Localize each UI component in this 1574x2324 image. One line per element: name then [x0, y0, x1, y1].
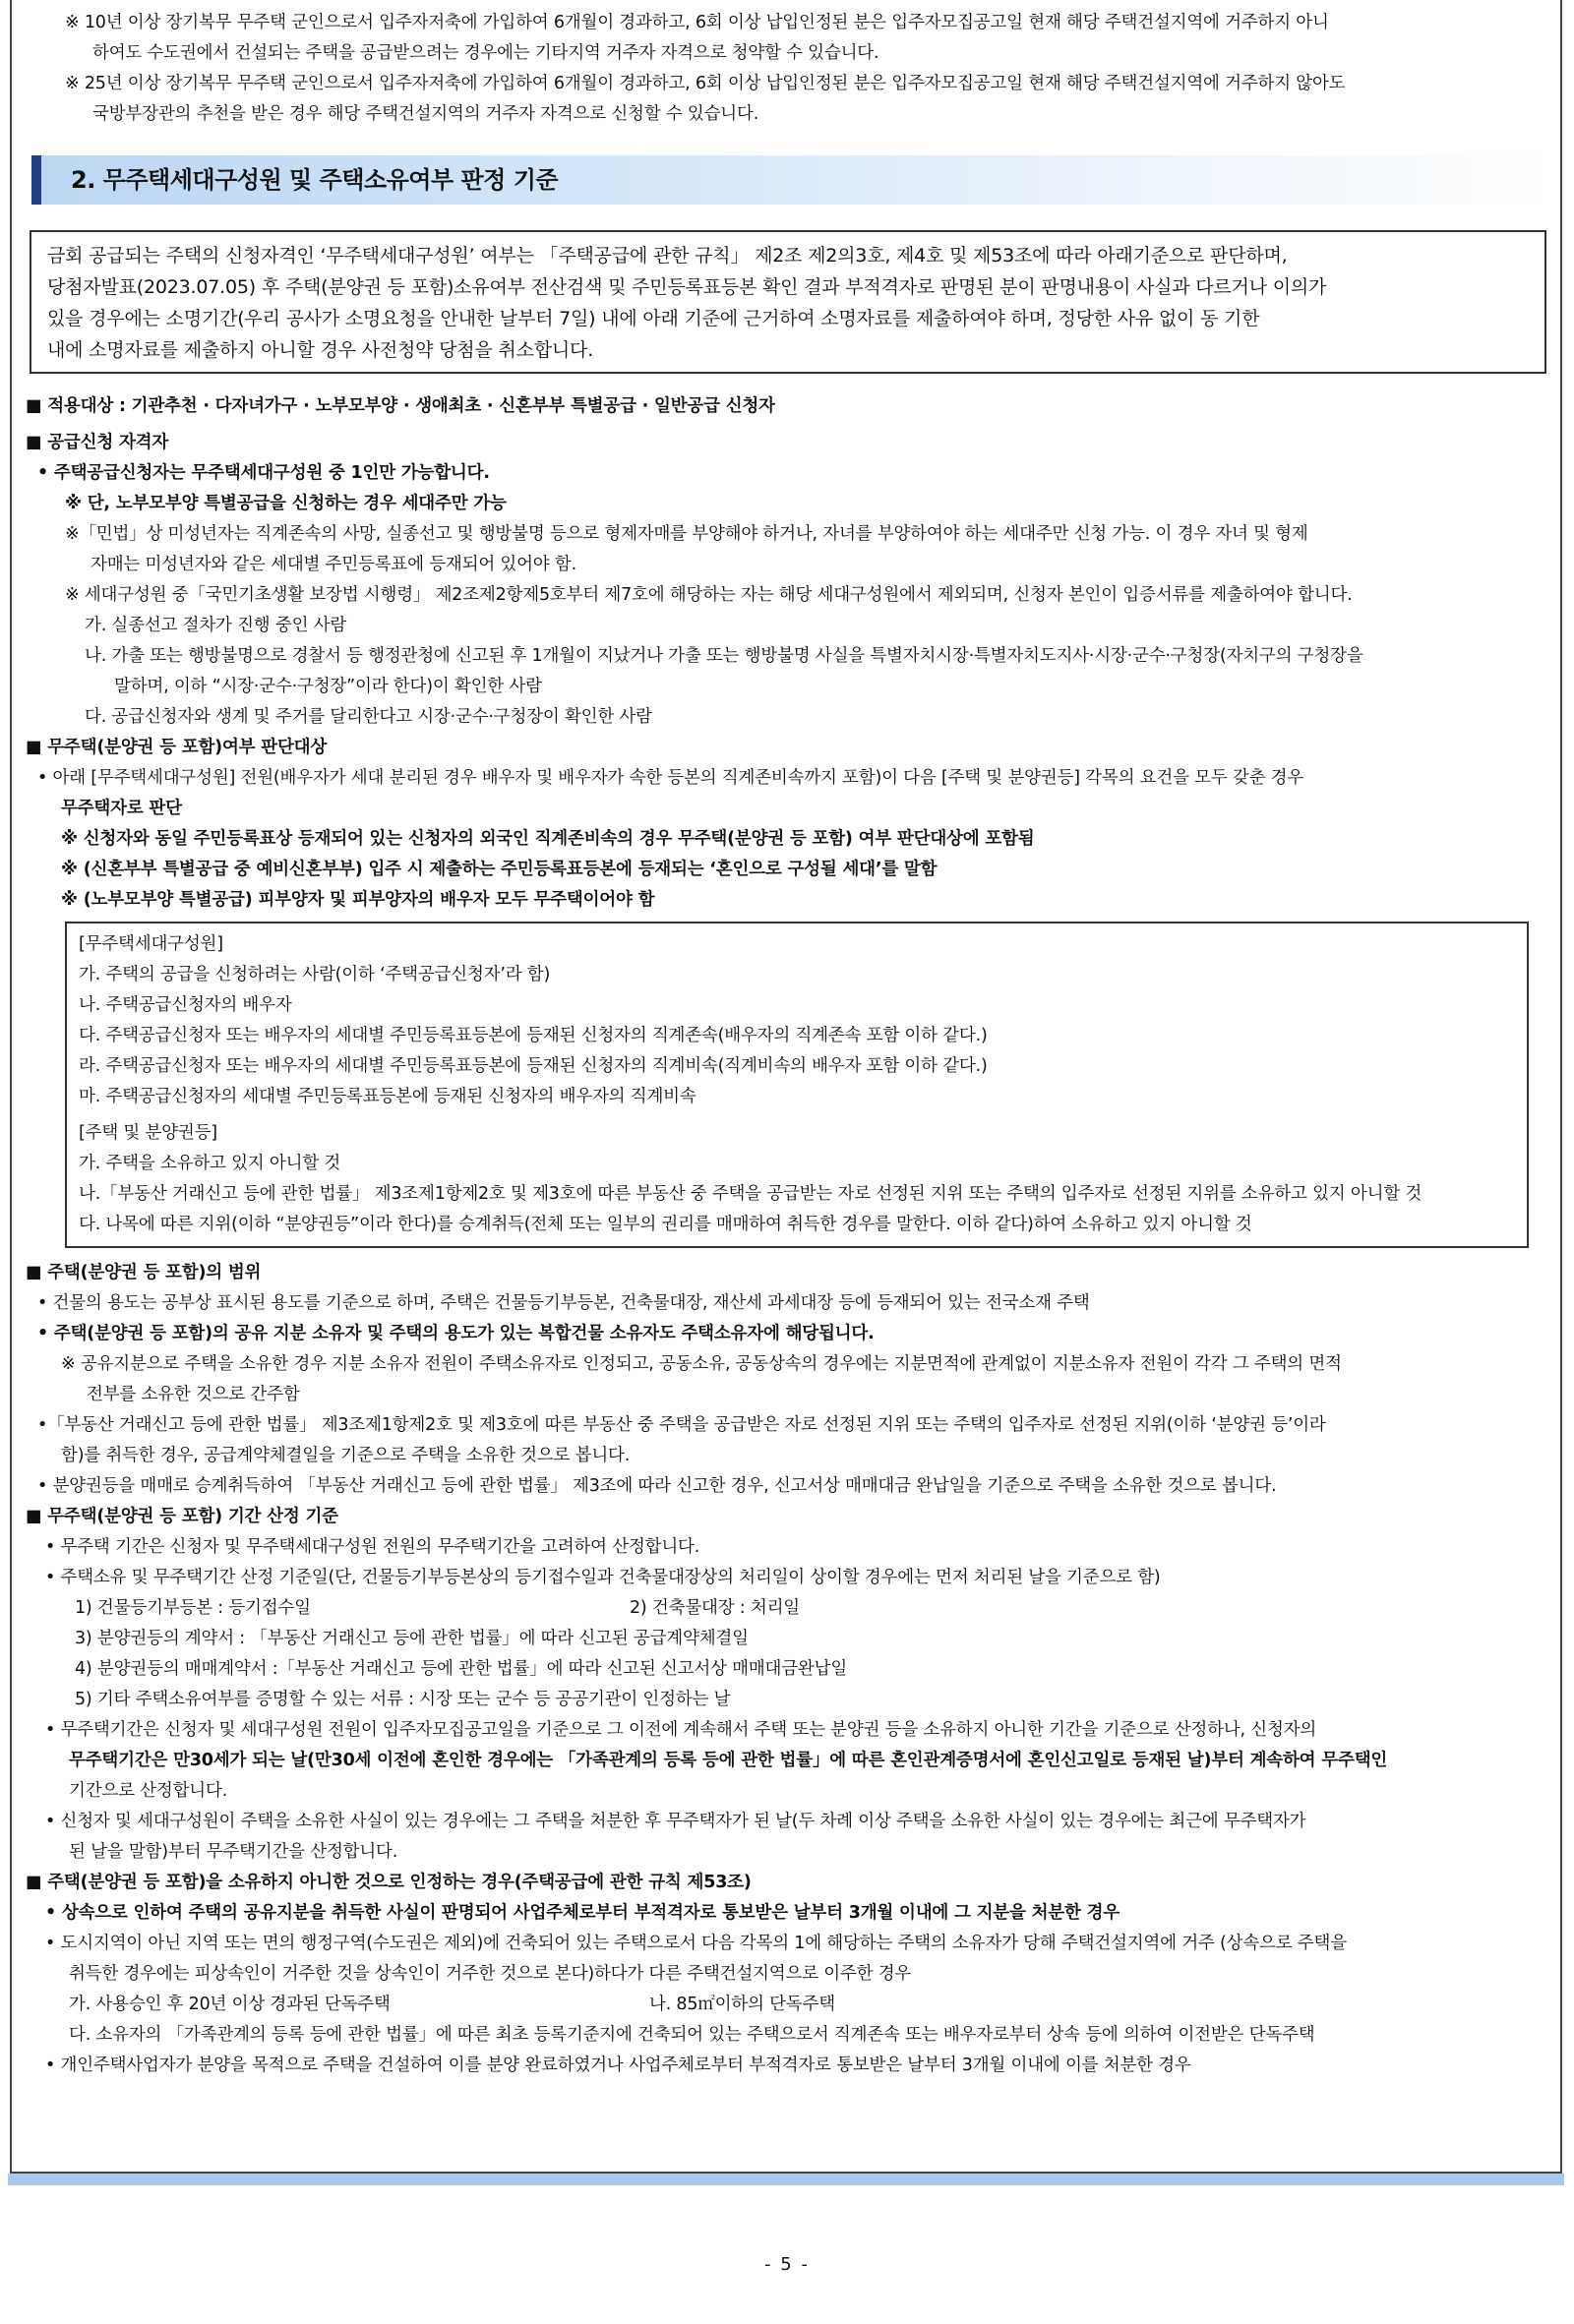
- note: ※ (노부모부양 특별공급) 피부양자 및 피부양자의 배우자 모두 무주택이어야 함: [61, 890, 655, 910]
- note: ※ 단, 노부모부양 특별공급을 신청하는 경우 세대주만 가능: [65, 494, 507, 513]
- note-line: 국방부장관의 추천을 받은 경우 해당 주택건설지역의 거주자 자격으로 신청할 수 있습니다.: [92, 104, 759, 124]
- bullet: • 주택공급신청자는 무주택세대구성원 중 1인만 가능합니다.: [37, 463, 490, 483]
- note: ※ 공유지분으로 주택을 소유한 경우 지분 소유자 전원이 주택소유자로 인정되고, 공동소유, 공동상속의 경우에는 지분면적에 관계없이 지분소유자 전원이 각각 그 주택의 면적: [61, 1354, 1342, 1374]
- criteria-item: 3) 분양권등의 계약서 : 「부동산 거래신고 등에 관한 법률」에 따라 신고된 공급계약체결일: [75, 1629, 749, 1648]
- section-deemed-non-owner: [26, 1868, 1550, 2081]
- bullet: • 도시지역이 아닌 지역 또는 면의 행정구역(수도권은 제외)에 건축되어 있는 주택으로서 다음 각목의 1에 해당하는 주택의 소유자가 당해 주택건설지역에 거주 (상속으로 주택을: [45, 1934, 1347, 1953]
- box-item: 나.「부동산 거래신고 등에 관한 법률」 제3조제1항제2호 및 제3호에 따른 부동산 중 주택을 공급받는 자로 선정된 지위 또는 주택의 입주자로 선정된 지위를 소유하고 있지 아니할 것: [79, 1184, 1423, 1204]
- box-heading: [무주택세대구성원]: [79, 934, 223, 954]
- bullet: • 개인주택사업자가 분양을 목적으로 주택을 건설하여 이를 분양 완료하였거나 사업주체로부터 부적격자로 통보받은 날부터 3개월 이내에 이를 처분한 경우: [45, 2056, 1191, 2075]
- bullet: • 건물의 용도는 공부상 표시된 용도를 기준으로 하며, 주택은 건물등기부등본, 건축물대장, 재산세 과세대장 등에 등재되어 있는 전국소재 주택: [37, 1293, 1090, 1313]
- note: ※「민법」상 미성년자는 직계존속의 사망, 실종선고 및 행방불명 등으로 형제자매를 부양해야 하거나, 자녀를 부양하여야 하는 세대주만 신청 가능. 이 경우 자녀 및 형제: [65, 524, 1308, 544]
- subsection-title: ■ 주택(분양권 등 포함)을 소유하지 아니한 것으로 인정하는 경우(주택공급에 관한 규칙 제53조): [26, 1873, 752, 1892]
- bullet-cont: 기간으로 산정합니다.: [69, 1781, 228, 1801]
- sub-item: 가. 실종선고 절차가 진행 중인 사람: [85, 616, 347, 635]
- sub-item: 나. 85㎡이하의 단독주택: [649, 1995, 835, 2014]
- page-frame: [10, 0, 1562, 2174]
- bullet: •「부동산 거래신고 등에 관한 법률」 제3조제1항제2호 및 제3호에 따른 부동산 중 주택을 공급받은 자로 선정된 지위 또는 주택의 입주자로 선정된 지위(이하 ‘분양권 등’이라: [37, 1415, 1326, 1435]
- notice-line: 있을 경우에는 소명기간(우리 공사가 소명요청을 안내한 날부터 7일) 내에 아래 기준에 근거하여 소명자료를 제출하여야 하며, 정당한 사유 없이 동 기한: [47, 308, 1260, 329]
- box-item: 라. 주택공급신청자 또는 배우자의 세대별 주민등록표등본에 등재된 신청자의 직계비속(직계비속의 배우자 포함 이하 같다.): [79, 1056, 988, 1076]
- bullet: • 무주택 기간은 신청자 및 무주택세대구성원 전원의 무주택기간을 고려하여 산정합니다.: [45, 1537, 700, 1557]
- sub-item: 다. 공급신청자와 생계 및 주거를 달리한다고 시장·군수·구청장이 확인한 사람: [85, 707, 652, 727]
- section-judgment-target: [26, 733, 1550, 916]
- box-item: 나. 주택공급신청자의 배우자: [79, 995, 292, 1015]
- bullet: • 신청자 및 세대구성원이 주택을 소유한 사실이 있는 경우에는 그 주택을 처분한 후 무주택자가 된 날(두 차례 이상 주택을 소유한 사실이 있는 경우에는 최근에 무주택자가: [45, 1812, 1306, 1831]
- bullet-cont: 무주택자로 판단: [61, 799, 182, 818]
- sub-item: 나. 가출 또는 행방불명으로 경찰서 등 행정관청에 신고된 후 1개월이 지났거나 가출 또는 행방불명 사실을 특별자치시장·특별자치도지사·시장·군수·구청장(자치구의 구청장을: [85, 646, 1363, 666]
- sub-item-cont: 말하며, 이하 “시장·군수·구청장”이라 한다)이 확인한 사람: [114, 677, 542, 696]
- section-eligible-applicant: [26, 428, 1550, 733]
- sub-item-row: [26, 1990, 1550, 2020]
- section-title: 2. 무주택세대구성원 및 주택소유여부 판정 기준: [71, 165, 559, 194]
- page-number: - 5 -: [764, 2254, 810, 2275]
- sub-item: 다. 소유자의 「가족관계의 등록 등에 관한 법률」에 따른 최초 등록기준지에 건축되어 있는 주택으로서 직계존속 또는 배우자로부터 상속 등에 의하여 이전받은 단독주택: [69, 2025, 1315, 2045]
- definition-box: [65, 922, 1529, 1248]
- section-heading: [31, 155, 1550, 205]
- section-house-scope: [26, 1258, 1550, 1502]
- notice-line: 당첨자발표(2023.07.05) 후 주택(분양권 등 포함)소유여부 전산검색 및 주민등록표등본 확인 결과 부적격자로 판명된 분이 판명내용이 사실과 다르거나 이의가: [47, 276, 1327, 298]
- box-item: 가. 주택을 소유하고 있지 아니할 것: [79, 1154, 341, 1173]
- bullet-cont: 취득한 경우에는 피상속인이 거주한 것을 상속인이 거주한 것으로 본다)하다가 다른 주택건설지역으로 이주한 경우: [69, 1964, 912, 1984]
- subsection-title: ■ 무주택(분양권 등 포함) 기간 산정 기준: [26, 1507, 338, 1526]
- section-period-criteria: [26, 1502, 1550, 1868]
- sub-item: 가. 사용승인 후 20년 이상 경과된 단독주택: [69, 1995, 391, 2014]
- bullet-cont: 된 날을 말함)부터 무주택기간을 산정합니다.: [69, 1842, 398, 1862]
- note: ※ 세대구성원 중「국민기초생활 보장법 시행령」 제2조제2항제5호부터 제7호에 해당하는 자는 해당 세대구성원에서 제외되며, 신청자 본인이 입증서류를 제출하여야 합니다.: [65, 585, 1353, 605]
- page-content: [26, 0, 1550, 2081]
- bullet: • 상속으로 인하여 주택의 공유지분을 취득한 사실이 판명되어 사업주체로부터 부적격자로 통보받은 날부터 3개월 이내에 그 지분을 처분한 경우: [45, 1903, 1120, 1923]
- subsection-title: ■ 무주택(분양권 등 포함)여부 판단대상: [26, 738, 328, 757]
- applicable-target: ■ 적용대상 : 기관추천 · 다자녀가구 · 노부모부양 · 생애최초 · 신혼부부 특별공급 · 일반공급 신청자: [26, 396, 775, 416]
- box-item: 다. 나목에 따른 지위(이하 “분양권등”이라 한다)를 승계취득(전체 또는 일부의 권리를 매매하여 취득한 경우를 말한다. 이하 같다)하여 소유하고 있지 아니할 것: [79, 1215, 1252, 1234]
- criteria-item: 5) 기타 주택소유여부를 증명할 수 있는 서류 : 시장 또는 군수 등 공공기관이 인정하는 날: [75, 1690, 731, 1709]
- note-cont: 자매는 미성년자와 같은 세대별 주민등록표에 등재되어 있어야 함.: [91, 555, 576, 574]
- notice-line: 금회 공급되는 주택의 신청자격인 ‘무주택세대구성원’ 여부는 「주택공급에 관한 규칙」 제2조 제2의3호, 제4호 및 제53조에 따라 아래기준으로 판단하며,: [47, 245, 1288, 267]
- note-line: 하여도 수도권에서 건설되는 주택을 공급받으려는 경우에는 기타지역 거주자 자격으로 청약할 수 있습니다.: [92, 43, 879, 63]
- bullet-cont: 무주택기간은 만30세가 되는 날(만30세 이전에 혼인한 경우에는 「가족관계의 등록 등에 관한 법률」에 따른 혼인관계증명서에 혼인신고일로 등재된 날)부터 계속하여 무주택인: [69, 1751, 1388, 1770]
- note: ※ (신혼부부 특별공급 중 예비신혼부부) 입주 시 제출하는 주민등록표등본에 등재되는 ‘혼인으로 구성될 세대’를 말함: [61, 860, 938, 879]
- bullet: • 주택(분양권 등 포함)의 공유 지분 소유자 및 주택의 용도가 있는 복합건물 소유자도 주택소유자에 해당됩니다.: [37, 1324, 875, 1343]
- note-line: ※ 25년 이상 장기복무 무주택 군인으로서 입주자저축에 가입하여 6개월이 경과하고, 6회 이상 납입인정된 분은 입주자모집공고일 현재 해당 주택건설지역에 거주하지 않아도: [65, 74, 1346, 93]
- footer-band: [8, 2174, 1564, 2185]
- note-cont: 전부를 소유한 것으로 간주함: [87, 1385, 300, 1404]
- bullet: • 무주택기간은 신청자 및 세대구성원 전원이 입주자모집공고일을 기준으로 그 이전에 계속해서 주택 또는 분양권 등을 소유하지 아니한 기간을 기준으로 산정하나, 신청자의: [45, 1720, 1317, 1740]
- box-item: 가. 주택의 공급을 신청하려는 사람(이하 ‘주택공급신청자’라 함): [79, 965, 551, 984]
- box-heading: [주택 및 분양권등]: [79, 1123, 217, 1143]
- criteria-item: 1) 건물등기부등본 : 등기접수일: [75, 1598, 311, 1618]
- bullet: • 주택소유 및 무주택기간 산정 기준일(단, 건물등기부등본상의 등기접수일과 건축물대장상의 처리일이 상이할 경우에는 먼저 처리된 날을 기준으로 함): [45, 1568, 1161, 1587]
- note: ※ 신청자와 동일 주민등록표상 등재되어 있는 신청자의 외국인 직계존비속의 경우 무주택(분양권 등 포함) 여부 판단대상에 포함됨: [61, 829, 1035, 849]
- notice-line: 내에 소명자료를 제출하지 아니할 경우 사전청약 당첨을 취소합니다.: [47, 339, 594, 361]
- bullet: • 분양권등을 매매로 승계취득하여 「부동산 거래신고 등에 관한 법률」 제3조에 따라 신고한 경우, 신고서상 매매대금 완납일을 기준으로 주택을 소유한 것으로 봅니다.: [37, 1476, 1277, 1496]
- criteria-item: 2) 건축물대장 : 처리일: [630, 1598, 800, 1618]
- criteria-item: 4) 분양권등의 매매계약서 :「부동산 거래신고 등에 관한 법률」에 따라 신고된 신고서상 매매대금완납일: [75, 1659, 848, 1679]
- bullet-cont: 함)를 취득한 경우, 공급계약체결일을 기준으로 주택을 소유한 것으로 봅니다.: [61, 1446, 631, 1465]
- top-notes: [26, 8, 1550, 130]
- subsection-title: ■ 공급신청 자격자: [26, 433, 169, 452]
- bullet: • 아래 [무주택세대구성원] 전원(배우자가 세대 분리된 경우 배우자 및 배우자가 속한 등본의 직계존비속까지 포함)이 다음 [주택 및 분양권등] 각목의 요건을 모두 갖춘 경우: [37, 768, 1304, 788]
- note-line: ※ 10년 이상 장기복무 무주택 군인으로서 입주자저축에 가입하여 6개월이 경과하고, 6회 이상 납입인정된 분은 입주자모집공고일 현재 해당 주택건설지역에 거주하지 아니: [65, 13, 1329, 32]
- box-item: 마. 주택공급신청자의 세대별 주민등록표등본에 등재된 신청자의 배우자의 직계비속: [79, 1087, 696, 1106]
- notice-box: [30, 230, 1546, 374]
- subsection-title: ■ 주택(분양권 등 포함)의 범위: [26, 1263, 262, 1282]
- criteria-row: [26, 1593, 1550, 1624]
- box-item: 다. 주택공급신청자 또는 배우자의 세대별 주민등록표등본에 등재된 신청자의 직계존속(배우자의 직계존속 포함 이하 같다.): [79, 1026, 988, 1045]
